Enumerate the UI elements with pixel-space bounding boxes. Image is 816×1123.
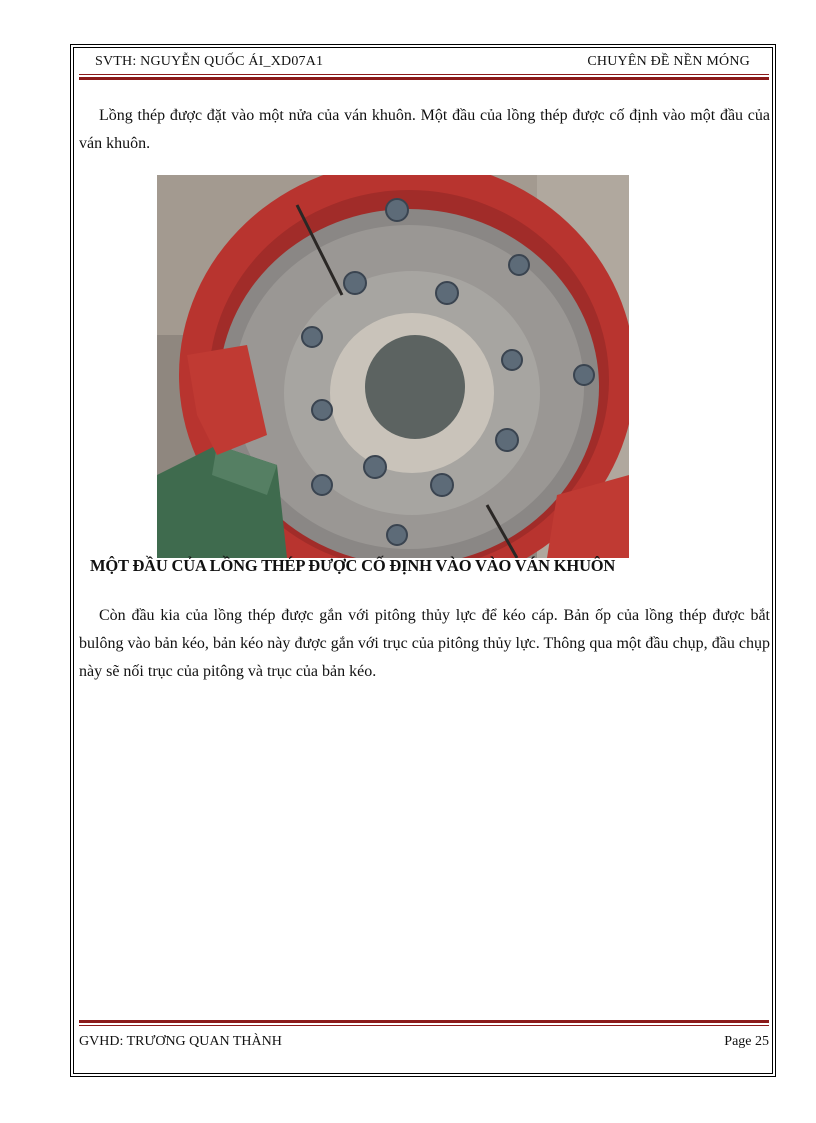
header-rule-thick [79,77,769,80]
header-topic: CHUYÊN ĐỀ NỀN MÓNG [587,54,750,69]
paragraph-1: Lồng thép được đặt vào một nửa của ván khuôn. Một đầu của lồng thép được cố định vào một đầu của ván khuôn. [79,107,770,152]
figure-caption: MỘT ĐẦU CỦA LỒNG THÉP ĐƯỢC CỐ ĐỊNH VÀO VÀO VÁN KHUÔN [90,556,616,575]
header-rule-thin [79,74,769,75]
page-number: Page 25 [724,1034,769,1049]
photo-illustration [157,175,629,558]
paragraph-2: Còn đầu kia của lồng thép được gắn với pitông thủy lực để kéo cáp. Bản ốp của lồng thép được bắt bulông vào bản kéo, bản kéo này được gắn với trục của pitông thủy lực. Thông qua một đầu chụp, đầu chụp này sẽ nối trục của pitông và trục của bản kéo. [79,607,770,680]
footer-rule-thin [79,1025,769,1026]
footer-advisor: GVHD: TRƯƠNG QUAN THÀNH [79,1034,282,1049]
footer-rule-thick [79,1020,769,1023]
header-author: SVTH: NGUYỄN QUỐC ÁI_XD07A1 [95,54,324,69]
photo-steel-cage-end [157,175,629,558]
